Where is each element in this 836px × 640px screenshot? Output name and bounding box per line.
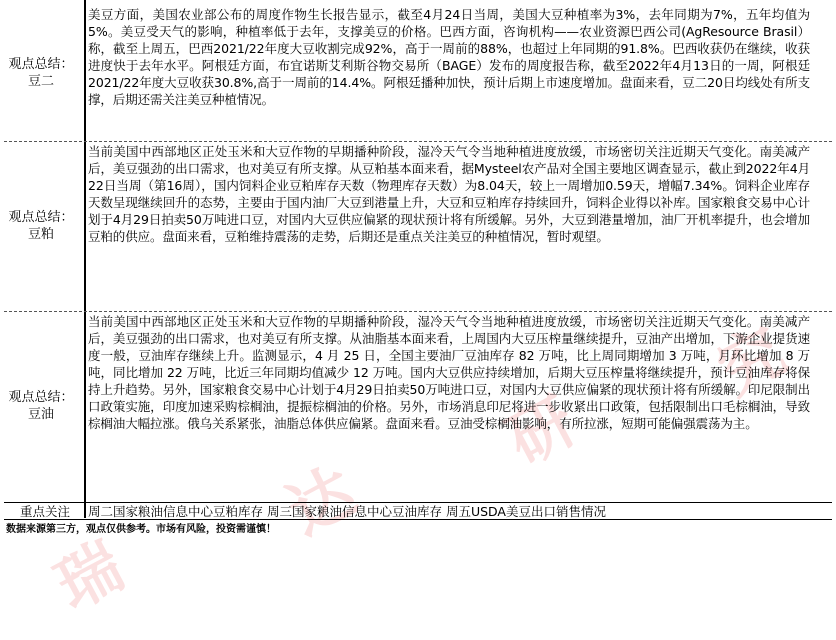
column-divider [84, 0, 86, 518]
watermark-char: 研 [495, 383, 588, 480]
row-content: 美豆方面，美国农业部公布的周度作物生长报告显示，截至4月24日当周，美国大豆种植率为3%，去年同期为7%，五年均值为5%。美豆受天气的影响，种植率低于去年，支撑美豆的价格。巴西方面，咨询机构——农业资源巴西公司(AgResource Brasil）称，截至上周五，巴西2021/22年度大豆收割完成92%，高于一周前的88%，也超过上年同期的91.8%。巴西收获仍在继续，收获进度快于去年水平。阿根廷方面，布宜诺斯艾利斯谷物交易所（BAGE）发布的周度报告称，截至2022年4月13日的一周，阿根廷2021/22年度大豆收获30.8%,高于一周前的14.4%。阿根廷播种加快，预计后期上市速度增加。盘面来看，豆二20日均线处有所支撑，后期还需关注美豆种植情况。 [88, 7, 810, 107]
row-content: 当前美国中西部地区正处玉米和大豆作物的早期播种阶段，湿冷天气令当地种植进度放缓，市场密切关注近期天气变化。南美减产后，美豆强劲的出口需求，也对美豆有所支撑。从油脂基本面来看，上周国内大豆压榨量继续提升，豆油产出增加，下游企业提货速度一般，豆油库存继续上升。监测显示，4 月 25 日，全国主要油厂豆油库存 82 万吨，比上周同期增加 3 万吨，月环比增加 8 万吨，同比增加 22 万吨，比近三年同期均值减少 12 万吨。国内大豆供应持续增加，后期大豆压榨量将继续提升，预计豆油库存将保持上升趋势。另外，国家粮食交易中心计划于4月29日拍卖50万吨进口豆，对国内大豆供应偏紧的现状预计将有所缓解。印尼限制出口政策实施，印度加速采购棕榈油，提振棕榈油的价格。另外，市场消息印尼将进一步收紧出口政策，包括限制出口毛棕榈油，导致棕榈油大幅拉涨。俄乌关系紧张，油脂总体供应偏紧。盘面来看。豆油受棕榈油影响，有所拉涨，短期可能偏强震荡为主。 [88, 314, 810, 431]
disclaimer: 数据来源第三方，观点仅供参考。市场有风险，投资需谨慎！ [6, 524, 276, 535]
row-content: 当前美国中西部地区正处玉米和大豆作物的早期播种阶段，湿冷天气令当地种植进度放缓，市场密切关注近期天气变化。南美减产后，美豆强劲的出口需求，也对美豆有所支撑。从豆粕基本面来看，据Mysteel农产品对全国主要地区调查显示，截止到2022年4月22日当周（第16周），国内饲料企业豆粕库存天数（物理库存天数）为8.04天，较上一周增加0.59天，增幅7.34%。饲料企业库存天数呈现继续回升的态势，主要由于国内油厂大豆到港量上升，大豆和豆粕库存持续回升，饲料企业得以补库。国家粮食交易中心计划于4月29日拍卖50万吨进口豆，对国内大豆供应偏紧的现状预计将有所缓解。另外，大豆到港量增加，油厂开机率提升，也会增加豆粕的供应。盘面来看，豆粕维持震荡的走势，后期还是重点关注美豆的种植情况，暂时观望。 [88, 144, 810, 244]
watermark-char: 究 [705, 313, 798, 410]
focus-text: 周二国家粮油信息中心豆粕库存 周三国家粮油信息中心豆油库存 周五USDA美豆出口销售情况 [88, 504, 606, 519]
summary-row-soymeal [0, 141, 836, 311]
watermark-char: 达 [275, 453, 368, 550]
focus-bottom-border [4, 519, 832, 520]
row-divider [4, 141, 832, 142]
summary-row-soyoil [0, 311, 836, 502]
row-label: 观点总结： 豆二 [8, 57, 74, 89]
watermark-char: 瑞 [43, 528, 136, 625]
focus-top-border [4, 502, 832, 503]
row-label: 观点总结： 豆油 [8, 390, 74, 422]
row-label: 观点总结： 豆粕 [8, 210, 74, 242]
focus-label: 重点关注 [19, 504, 70, 519]
summary-row-soybean2 [0, 0, 836, 141]
row-divider [4, 311, 832, 312]
